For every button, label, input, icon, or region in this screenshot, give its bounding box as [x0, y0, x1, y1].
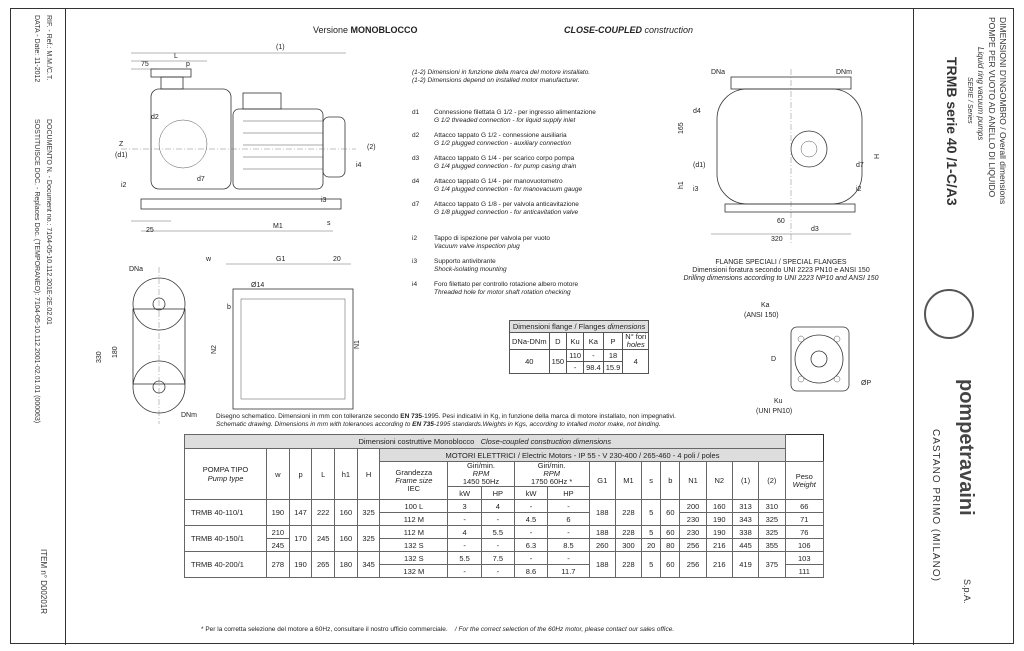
- col-h1: h1: [335, 449, 358, 500]
- notes-block: (1-2) Dimensioni in funzione della marca del motore installato. (1-2) Dimensions depend on installed motor manufacturer. d1 Connessione filettata G 1/2 - per ingresso alimentazione G 1/2 threaded connection - for liquid supply inlet d2 Attacco tappato G 1/2 - connessione ausiliaria G 1/2 plugged connection - auxiliary connection d3 Attacco tappato G 1/4 - per scarico corpo pompa G 1/4 plugged connection - for pump casing drain d4 Attacco tappato G 1/4 - per manovuotometro G 1/4 plugged connection - for manovacuum gauge d7 Attacco tappato G 1/8 - per valvola anticavitazione G 1/8 plugged connection - for anticavitation valve i2 Tappo di ispezione per valvola per vuoto Vacuum valve inspection plug i3 Supporto antivibrante Shock-isolating mounting i4 Foro filettato per controllo rotazione albero motore Threaded hole for motor shaft rotation checking: [412, 69, 596, 296]
- callout-d2: d2: [151, 114, 159, 121]
- callout-z: Z: [119, 141, 124, 148]
- flange-dnm-label: DNm: [181, 412, 197, 419]
- pump-type-en: Liquid ring vacuum pumps: [976, 47, 985, 141]
- document-number: DOCUMENTO N. - Document no.: 7104-05-10.112.201E-2E.02.01: [45, 119, 52, 325]
- dim-M1-label: M1: [273, 223, 283, 230]
- uni-label: (UNI PN10): [756, 408, 793, 415]
- series-label: SERIE / Series: [966, 77, 973, 124]
- col-L: L: [312, 449, 335, 500]
- col-frame: Grandezza Frame size IEC: [380, 462, 448, 500]
- col-weight: Peso Weight: [785, 462, 823, 500]
- table-row: TRMB 40-150/1 210 170 245 160 325 112 M 4 5.5 - - 188 228 5 60 230 190 338 325 76: [185, 526, 824, 539]
- col-rpm-60: Giri/min. RPM 1750 60Hz *: [514, 462, 589, 487]
- front-d7-label: d7: [856, 162, 864, 169]
- callout-i2: i2: [121, 182, 127, 189]
- dim-h1-label: h1: [678, 181, 685, 189]
- dim-p-label: p: [186, 61, 190, 68]
- flange-col-holes: N° fori holes: [623, 333, 649, 350]
- ansi-label: (ANSI 150): [744, 312, 779, 319]
- dim-L-label: L: [174, 53, 178, 60]
- company-logo-icon: [924, 289, 974, 339]
- flange-cell: -: [584, 350, 604, 362]
- company-city: CASTANO PRIMO (MILANO): [930, 429, 941, 582]
- col-N2: N2: [706, 462, 732, 500]
- table-row: TRMB 40-110/1 190 147 222 160 325 100 L 3 4 - - 188 228 5 60 200 160 313 310 66: [185, 500, 824, 513]
- col-N1: N1: [680, 462, 706, 500]
- front-d3-label: d3: [811, 226, 819, 233]
- front-d1-label: (d1): [693, 162, 706, 169]
- drawing-sheet: [10, 8, 1014, 644]
- flange-cell: 110: [567, 350, 584, 362]
- dim-2-label: (2): [367, 144, 376, 151]
- motors-header: MOTORI ELETTRICI / Electric Motors - IP 55 - V 230-400 / 265-460 - 4 poli / poles: [380, 449, 785, 462]
- notes-intro-en: (1-2) Dimensions depend on installed motor manufacturer.: [412, 77, 580, 84]
- flange-cell: 98.4: [584, 362, 604, 374]
- col-H: H: [357, 449, 380, 500]
- col-kw2: kW: [514, 487, 548, 500]
- special-flange-detail: [744, 302, 871, 415]
- date-label: DATA - Date: 11-2012: [33, 15, 40, 83]
- dim-25-label: 25: [146, 227, 154, 234]
- footnote: * Per la corretta selezione del motore a 60Hz, consultare il nostro ufficio commerciale. / For the correct selection of the 60Hz motor, please contact our sales office.: [201, 626, 675, 633]
- dimensions-table: [184, 434, 824, 578]
- version-title: Versione MONOBLOCCO: [313, 25, 418, 35]
- dim-b-label: b: [227, 304, 231, 311]
- front-d4-label: d4: [693, 108, 701, 115]
- brand-spa: S.p.A.: [962, 579, 972, 604]
- table-row: 132 M - - 8.6 11.7 111: [185, 565, 824, 578]
- construction-title: CLOSE-COUPLED construction: [564, 25, 694, 35]
- ref-label: RIF. - Ref.: M.M./C.T.: [45, 15, 52, 81]
- dim-H-label: H: [874, 153, 881, 159]
- flange-cell: 40: [510, 350, 550, 374]
- front-dna-label: DNa: [711, 69, 726, 76]
- table-row: TRMB 40-200/1 278 190 265 180 345 132 S 5.5 7.5 - - 188 228 5 60 256 216 419 375 103: [185, 552, 824, 565]
- dim-60-label: 60: [777, 218, 785, 225]
- dim-w-label: w: [206, 256, 212, 263]
- flange-cell: 18: [603, 350, 623, 362]
- callout-d1: (d1): [115, 152, 128, 159]
- dim-165-label: 165: [678, 122, 685, 134]
- col-p: p: [289, 449, 312, 500]
- flange-dna-label: DNa: [129, 266, 144, 273]
- special-flanges-caption: FLANGE SPECIALI / SPECIAL FLANGES Dimensioni foratura secondo UNI 2223 PN10 e ANSI 150 Drilling dimensions according to UNI 2223 NP10 and ANSI 150: [683, 259, 879, 282]
- dim-75-label: 75: [141, 61, 149, 68]
- callout-d7: d7: [197, 176, 205, 183]
- front-i2-label: i2: [856, 186, 862, 193]
- dim-s-label: s: [327, 220, 331, 227]
- col-G1: G1: [589, 462, 615, 500]
- col-s: s: [642, 462, 661, 500]
- flange-cell: 4: [623, 350, 649, 374]
- title-block: [913, 9, 1015, 645]
- flange-cell: 150: [549, 350, 567, 374]
- flange-col-p: P: [603, 333, 623, 350]
- dim-D-label: D: [771, 356, 777, 363]
- side-view: [115, 44, 376, 234]
- dim-ku-label: Ku: [774, 398, 783, 405]
- brand-name: pompetravaini: [955, 379, 977, 516]
- flange-cell: -: [567, 362, 584, 374]
- table-row: 245 132 S - - 6.3 8.5 260 300 20 80 256 216 445 355 106: [185, 539, 824, 552]
- notes-intro-it: (1-2) Dimensioni in funzione della marca del motore installato.: [412, 69, 591, 76]
- col-rpm-50: Giri/min. RPM 1450 50Hz: [448, 462, 514, 487]
- col-hp2: HP: [548, 487, 589, 500]
- dim-ka-label: Ka: [761, 302, 770, 309]
- plan-view: [96, 256, 361, 424]
- flange-col-ka: Ka: [584, 333, 604, 350]
- front-i3-label: i3: [693, 186, 699, 193]
- series-title: TRMB serie 40 /1-C/A3: [944, 57, 960, 206]
- dim-1-label: (1): [276, 44, 285, 51]
- col-b: b: [661, 462, 680, 500]
- dim-180-label: 180: [112, 346, 119, 358]
- dim-phiP-label: ØP: [861, 380, 872, 387]
- dim-G1-label: G1: [276, 256, 286, 263]
- col-1: (1): [732, 462, 758, 500]
- table-row: 112 M - - 4.5 6 230 190 343 325 71: [185, 513, 824, 526]
- col-M1: M1: [615, 462, 641, 500]
- col-w: w: [267, 449, 290, 500]
- replaces-doc: SOSTITUISCE DOC. - Replaces Doc. (TEMPORANEO): 7104-05-10.112.2001-02.01.01 (000063): [33, 119, 40, 424]
- flange-col-d: D: [549, 333, 567, 350]
- dim-N1-label: N1: [354, 340, 361, 349]
- callout-i4: i4: [356, 162, 362, 169]
- col-pump-type: POMPA TIPO Pump type: [185, 449, 267, 500]
- flange-col-dn: DNa-DNm: [510, 333, 550, 350]
- dim-20-label: 20: [333, 256, 341, 263]
- front-view: [678, 69, 881, 244]
- dim-320-label: 320: [771, 236, 783, 243]
- dim-N2-label: N2: [211, 345, 218, 354]
- table-title: Dimensioni costruttive Monoblocco Close-coupled construction dimensions: [185, 435, 786, 449]
- dim-phi14-label: Ø14: [251, 282, 265, 289]
- item-number: ITEM n° D00201R: [39, 549, 48, 615]
- col-hp: HP: [481, 487, 514, 500]
- col-2: (2): [759, 462, 785, 500]
- callout-i3: i3: [321, 197, 327, 204]
- col-kw: kW: [448, 487, 482, 500]
- pump-type-title: POMPE PER VUOTO AD ANELLO DI LIQUIDO: [987, 17, 997, 198]
- flange-cell: 15.9: [603, 362, 623, 374]
- schematic-note: Disegno schematico. Dimensioni in mm con tolleranze secondo EN 735-1995. Pesi indicativi in Kg, in funzione della marca di motore installato, non impegnativi. Schematic drawing. Dimensions in mm with tolerances according to EN 735-1995 standards.Weights in Kgs, according to intalled motor make, not binding.: [216, 413, 676, 428]
- dim-330-label: 330: [96, 351, 103, 363]
- flange-col-ku: Ku: [567, 333, 584, 350]
- front-dnm-label: DNm: [836, 69, 852, 76]
- overall-dimensions-title: DIMENSIONI D'INGOMBRO / Overall dimensions: [998, 17, 1008, 205]
- flange-table-title: Dimensioni flange / Flanges dimensions: [510, 321, 649, 333]
- flange-dimensions-table: [509, 320, 649, 374]
